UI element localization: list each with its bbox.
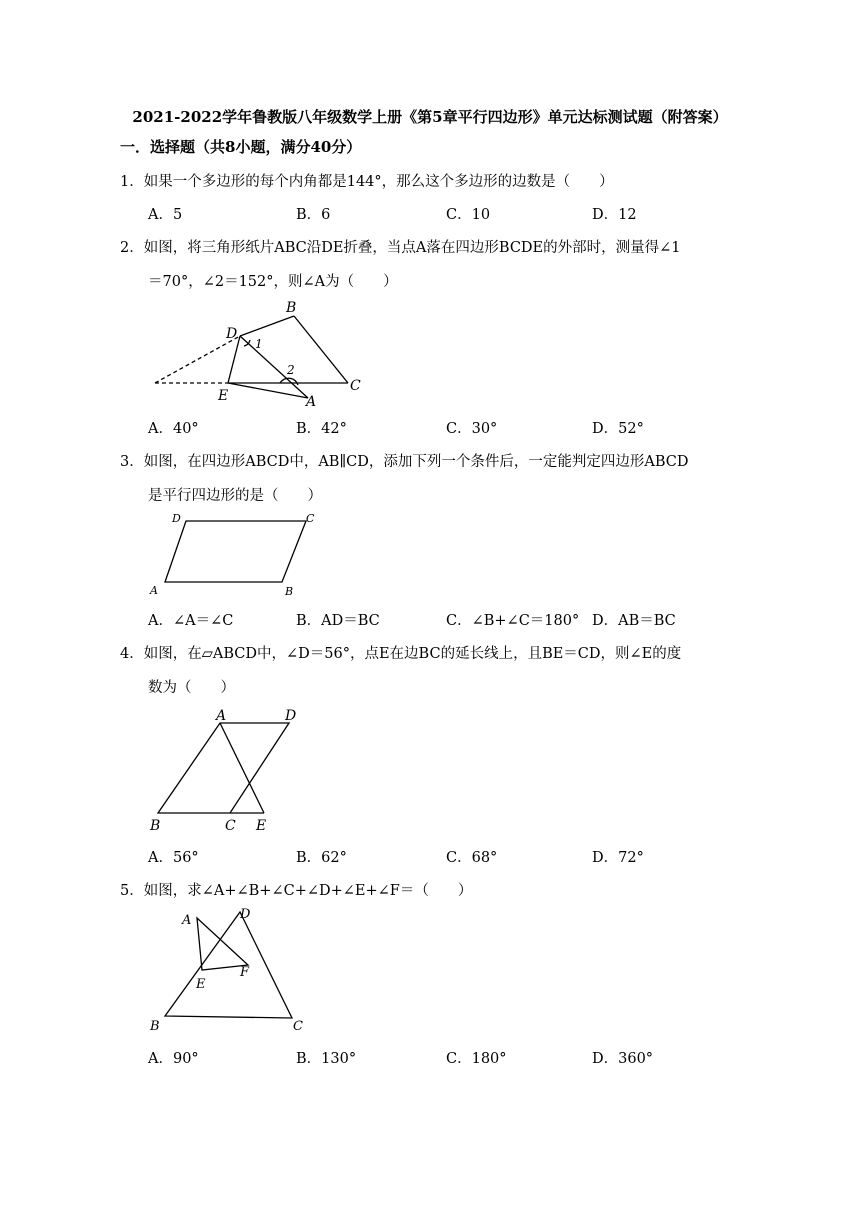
- question-1-option-c: C．10: [446, 207, 491, 223]
- question-4-option-a: A．56°: [148, 850, 199, 866]
- question-1-option-d: D．12: [592, 207, 637, 223]
- q3-parallelogram: [165, 521, 306, 582]
- q4-label-b: B: [150, 818, 161, 834]
- q2-label-a: A: [306, 394, 317, 410]
- q2-label-c: C: [350, 378, 361, 394]
- q2-segment-bc: [294, 316, 348, 383]
- q5-label-a: A: [182, 913, 192, 928]
- q2-label-b: B: [286, 300, 297, 316]
- question-2-stem-line-2: ＝70°，∠2＝152°，则∠A为（ ）: [148, 274, 398, 290]
- q2-dashed-line-da: [155, 336, 240, 383]
- q2-label-angle-2: 2: [287, 363, 295, 377]
- q5-label-e: E: [196, 977, 206, 992]
- question-4-stem-line-2: 数为（ ）: [148, 680, 235, 696]
- q2-label-angle-1: 1: [255, 337, 263, 351]
- question-5-option-c: C．180°: [446, 1051, 507, 1067]
- question-5-stem: 5．如图，求∠A+∠B+∠C+∠D+∠E+∠F＝（ ）: [120, 883, 473, 899]
- q2-segment-de: [228, 336, 240, 383]
- q2-label-e: E: [218, 388, 229, 404]
- question-3-option-d: D．AB＝BC: [592, 613, 676, 629]
- question-2-option-a: A．40°: [148, 421, 199, 437]
- question-1-option-b: B．6: [296, 207, 331, 223]
- q3-label-d: D: [172, 512, 181, 525]
- question-4-figure: [158, 723, 289, 813]
- q2-label-d: D: [226, 326, 238, 342]
- question-2-option-b: B．42°: [296, 421, 347, 437]
- question-1-stem: 1．如果一个多边形的每个内角都是144°，那么这个多边形的边数是（ ）: [120, 174, 614, 190]
- q3-label-b: B: [285, 585, 294, 598]
- page-title: 2021-2022学年鲁教版八年级数学上册《第5章平行四边形》单元达标测试题（附答案）: [132, 108, 728, 126]
- question-3-stem-line-2: 是平行四边形的是（ ）: [148, 488, 322, 504]
- question-3-option-c: C．∠B+∠C＝180°: [446, 613, 580, 629]
- question-4-option-c: C．68°: [446, 850, 498, 866]
- question-2-option-d: D．52°: [592, 421, 644, 437]
- question-4-option-d: D．72°: [592, 850, 644, 866]
- q5-label-c: C: [293, 1019, 303, 1034]
- question-5-option-a: A．90°: [148, 1051, 199, 1067]
- question-3-option-a: A．∠A＝∠C: [148, 613, 234, 629]
- q4-segment-ae: [220, 723, 264, 813]
- q5-label-d: D: [240, 907, 251, 922]
- q5-triangle-aef: [197, 918, 248, 970]
- q2-segment-db: [240, 316, 294, 336]
- question-3-stem-line-1: 3．如图，在四边形ABCD中，AB∥CD，添加下列一个条件后，一定能判定四边形ABCD: [120, 454, 689, 470]
- q4-label-a: A: [216, 708, 227, 724]
- q4-label-d: D: [285, 708, 297, 724]
- question-2-option-c: C．30°: [446, 421, 498, 437]
- q3-label-c: C: [306, 512, 315, 525]
- question-1-option-a: A．5: [148, 207, 183, 223]
- q3-label-a: A: [150, 584, 158, 597]
- q4-parallelogram: [158, 723, 289, 813]
- question-5-option-d: D．360°: [592, 1051, 654, 1067]
- q2-angle-2-arc: [280, 378, 298, 385]
- q4-label-c: C: [225, 818, 236, 834]
- q5-label-b: B: [150, 1019, 160, 1034]
- q2-segment-da-folded: [240, 336, 308, 398]
- question-4-option-b: B．62°: [296, 850, 347, 866]
- question-3-figure: [165, 521, 306, 582]
- question-3-option-b: B．AD＝BC: [296, 613, 380, 629]
- question-4-stem-line-1: 4．如图，在▱ABCD中，∠D＝56°，点E在边BC的延长线上，且BE＝CD，则∠E的度: [120, 646, 682, 662]
- q2-segment-ea-folded: [228, 383, 308, 398]
- section-heading: 一．选择题（共8小题，满分40分）: [120, 138, 362, 156]
- q4-label-e: E: [256, 818, 267, 834]
- q5-label-f: F: [240, 965, 250, 980]
- question-5-option-b: B．130°: [296, 1051, 357, 1067]
- question-2-stem-line-1: 2．如图，将三角形纸片ABC沿DE折叠，当点A落在四边形BCDE的外部时，测量得∠1: [120, 240, 681, 256]
